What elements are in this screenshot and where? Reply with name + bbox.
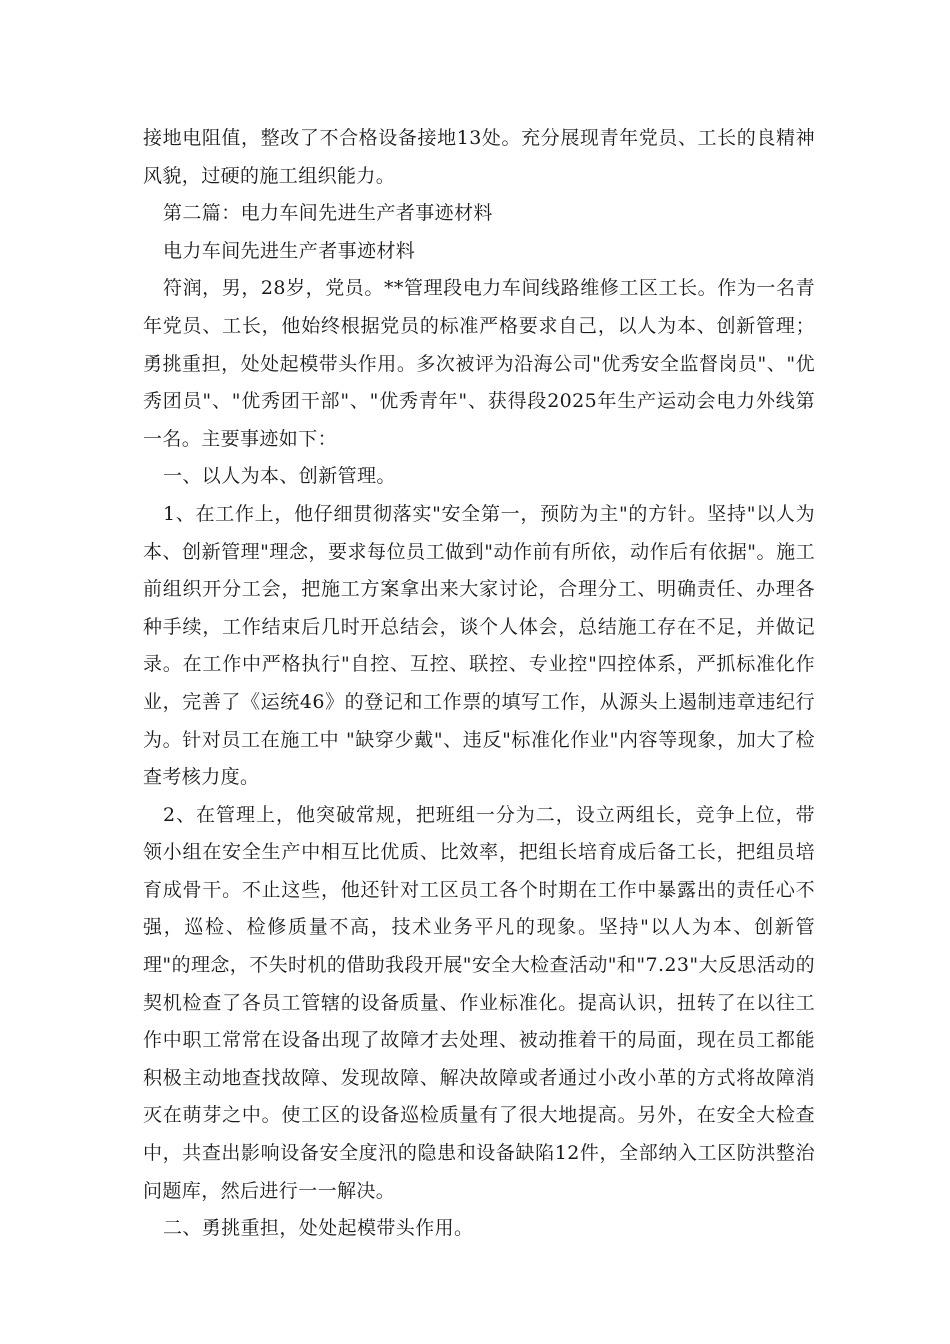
- section-heading-part-two: 第二篇：电力车间先进生产者事迹材料: [163, 202, 493, 225]
- section-heading-one: 一、以人为本、创新管理。: [163, 465, 396, 488]
- paragraph-item-1: 1、在工作上，他仔细贯彻落实"安全第一，预防为主"的方针。坚持"以人为本、创新管理"理念，要求每位员工做到"动作前有所依，动作后有依据"。施工前组织开分工会，把施工方案拿出来大家讨论，合理分工、明确责任、办理各种手续，工作结束后几时开总结会，谈个人体会，总结施工存在不足，并做记录。在工作中严格执行"自控、互控、联控、专业控"四控体系，严抓标准化作业，完善了《运统46》的登记和工作票的填写工作，从源头上遏制违章违纪行为。针对员工在施工中 "缺穿少戴"、违反"标准化作业"内容等现象，加大了检查考核力度。: [143, 502, 815, 789]
- section-heading-two: 二、勇挑重担，处处起模带头作用。: [163, 1217, 474, 1240]
- paragraph-item-2: 2、在管理上，他突破常规，把班组一分为二，设立两组长，竞争上位，带领小组在安全生产中相互比优质、比效率，把组长培育成后备工长，把组员培育成骨干。不止这些，他还针对工区员工各个时期在工作中暴露出的责任心不强，巡检、检修质量不高，技术业务平凡的现象。坚持"以人为本、创新管理"的理念，不失时机的借助我段开展"安全大检查活动"和"7.23"大反思活动的契机检查了各员工管辖的设备质量、作业标准化。提高认识，扭转了在以往工作中职工常常在设备出现了故障才去处理、被动推着干的局面，现在员工都能积极主动地查找故障、发现故障、解决故障或者通过小改小革的方式将故障消灭在萌芽之中。使工区的设备巡检质量有了很大地提高。另外，在安全大检查中，共查出影响设备安全度汛的隐患和设备缺陷12件，全部纳入工区防洪整治问题库，然后进行一一解决。: [143, 803, 815, 1202]
- paragraph-continuation: 接地电阻值，整改了不合格设备接地13处。充分展现青年党员、工长的良精神风貌，过硬的施工组织能力。: [143, 127, 815, 187]
- document-title: 电力车间先进生产者事迹材料: [163, 239, 416, 262]
- paragraph-intro: 符润，男，28岁，党员。**管理段电力车间线路维修工区工长。作为一名青年党员、工长，他始终根据党员的标准严格要求自己，以人为本、创新管理；勇挑重担，处处起模带头作用。多次被评为沿海公司"优秀安全监督岗员"、"优秀团员"、"优秀团干部"、"优秀青年"、获得段2025年生产运动会电力外线第一名。主要事迹如下：: [143, 277, 815, 450]
- document-body: [143, 120, 815, 1248]
